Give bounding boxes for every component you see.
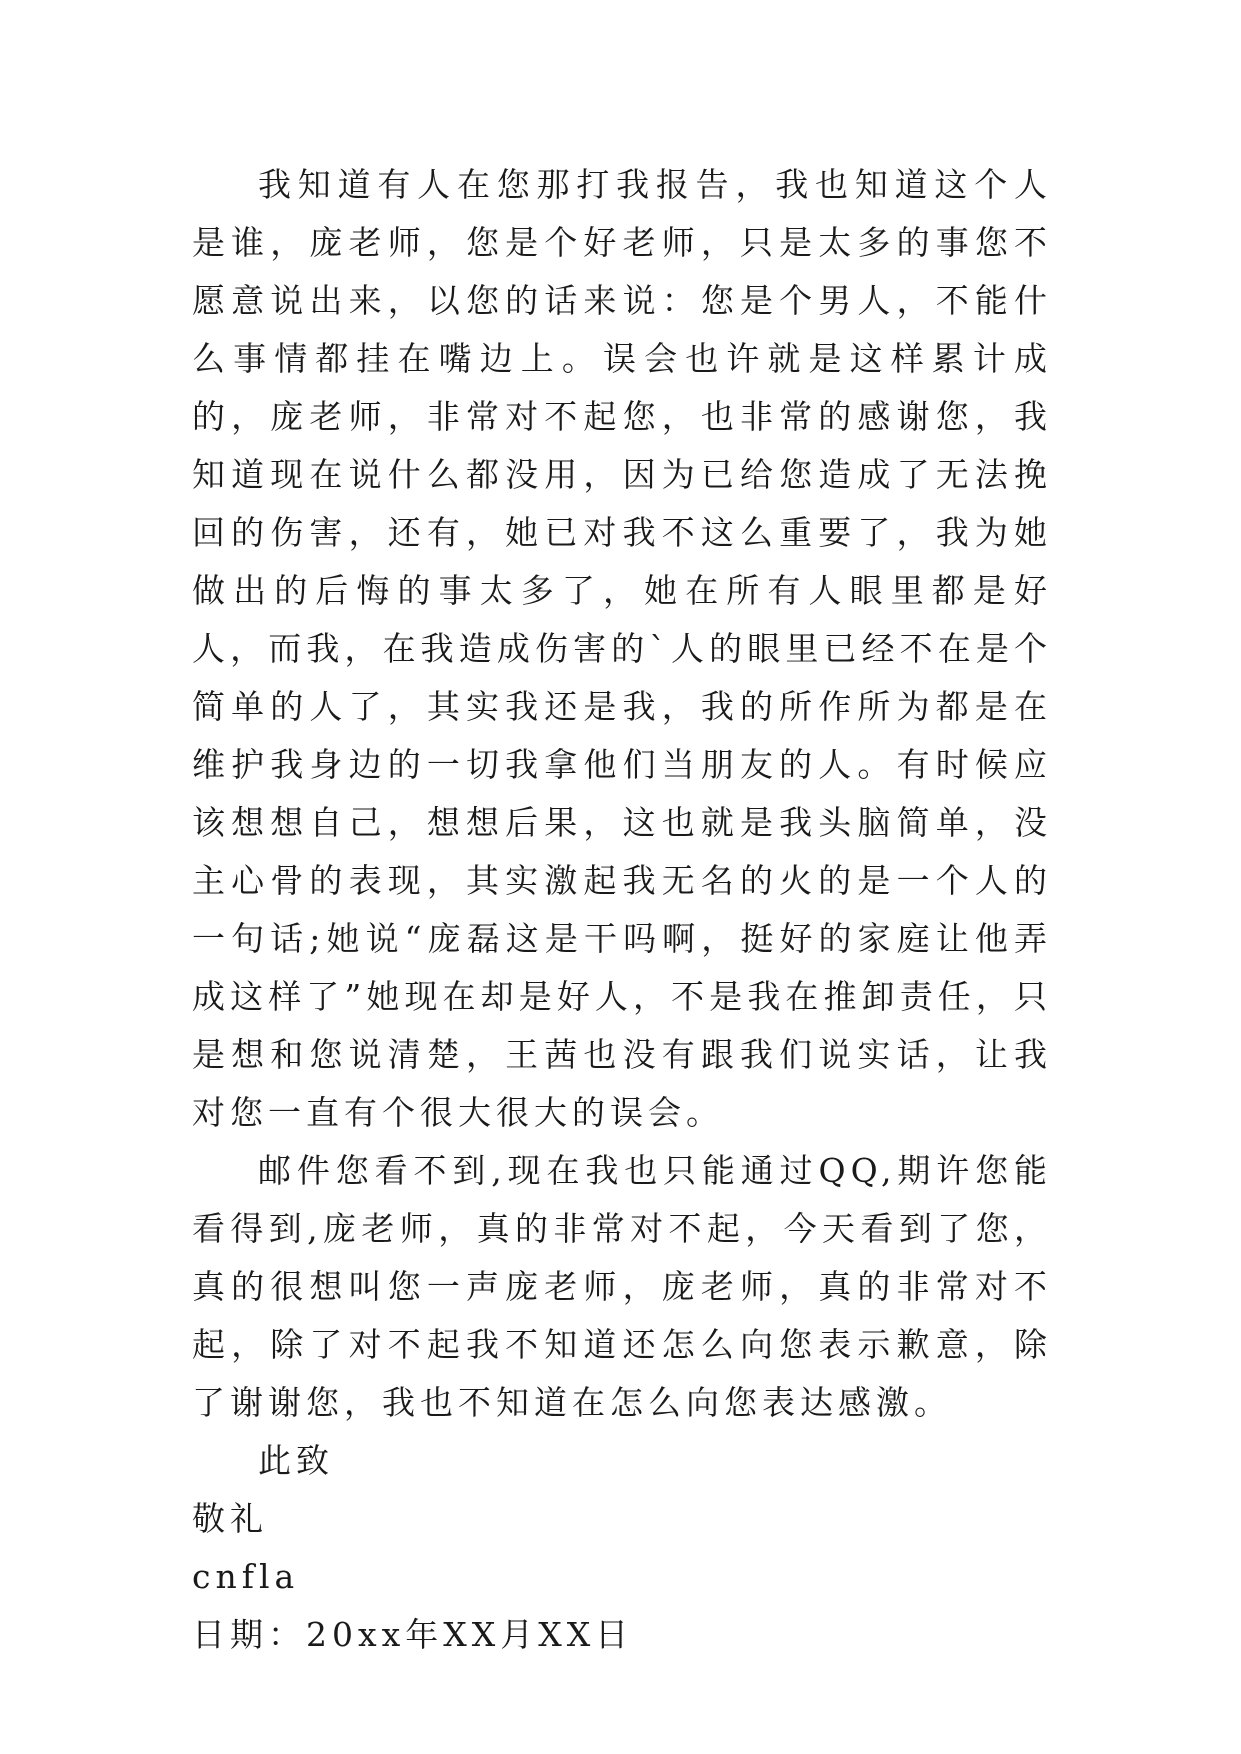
signature: cnfla bbox=[192, 1557, 300, 1596]
paragraph-1: 我知道有人在您那打我报告，我也知道这个人是谁，庞老师，您是个好老师，只是太多的事您不愿意说出来，以您的话来说：您是个男人，不能什么事情都挂在嘴边上。误会也许就是这样累计成的，庞老师，非常对不起您，也非常的感谢您，我知道现在说什么都没用，因为已给您造成了无法挽回的伤害，还有，她已对我不这么重要了，我为她做出的后悔的事太多了，她在所有人眼里都是好人，而我，在我造成伤害的`人的眼里已经不在是个简单的人了，其实我还是我，我的所作所为都是在维护我身边的一切我拿他们当朋友的人。有时候应该想想自己，想想后果，这也就是我头脑简单，没主心骨的表现，其实激起我无名的火的是一个人的一句话;她说“庞磊这是干吗啊，挺好的家庭让他弄成这样了”她现在却是好人，不是我在推卸责任，只是想和您说清楚，王茜也没有跟我们说实话，让我对您一直有个很大很大的误会。 bbox=[192, 165, 1052, 1132]
letter-body bbox=[192, 156, 1052, 1664]
salutation: 敬礼 bbox=[192, 1499, 268, 1538]
closing-phrase: 此致 bbox=[258, 1441, 334, 1480]
paragraph-2: 邮件您看不到,现在我也只能通过QQ,期许您能看得到,庞老师，真的非常对不起，今天看到了您，真的很想叫您一声庞老师，庞老师，真的非常对不起，除了对不起我不知道还怎么向您表示歉意，除了谢谢您，我也不知道在怎么向您表达感激。 bbox=[192, 1151, 1052, 1422]
date-line: 日期：20xx年XX月XX日 bbox=[192, 1615, 634, 1654]
